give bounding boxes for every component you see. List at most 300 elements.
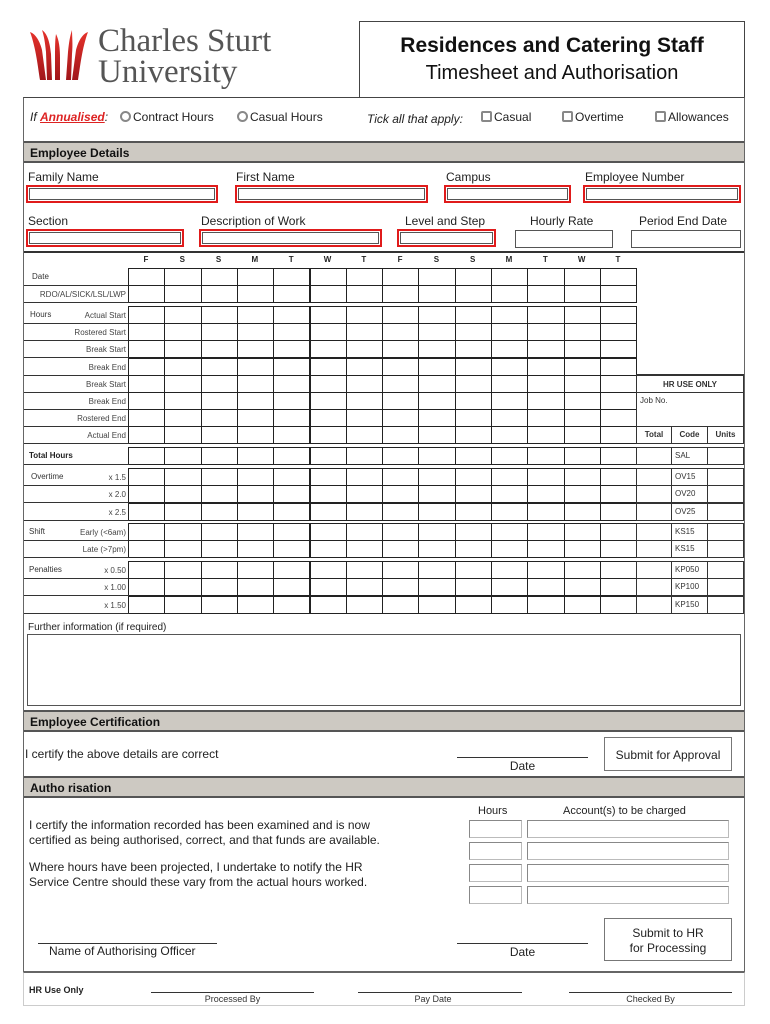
time-entry-cell[interactable] — [527, 561, 564, 579]
time-entry-cell[interactable] — [201, 409, 238, 427]
time-entry-cell[interactable] — [418, 447, 455, 465]
time-entry-cell[interactable] — [455, 409, 492, 427]
time-entry-cell[interactable] — [201, 375, 238, 393]
time-entry-cell[interactable] — [455, 323, 492, 341]
time-entry-cell[interactable] — [491, 323, 528, 341]
time-entry-cell[interactable] — [527, 523, 564, 541]
time-entry-cell[interactable] — [418, 392, 455, 410]
time-entry-cell[interactable] — [382, 285, 419, 303]
time-entry-cell[interactable] — [600, 375, 637, 393]
time-entry-cell[interactable] — [128, 561, 165, 579]
time-entry-cell[interactable] — [346, 503, 383, 521]
hr-units-cell[interactable] — [707, 468, 744, 486]
time-entry-cell[interactable] — [455, 375, 492, 393]
job-number-field[interactable]: Job No. — [636, 392, 744, 427]
time-entry-cell[interactable] — [491, 392, 528, 410]
auth-hours-input[interactable] — [469, 864, 522, 882]
section-input[interactable] — [26, 229, 184, 247]
time-entry-cell[interactable] — [418, 375, 455, 393]
time-entry-cell[interactable] — [600, 285, 637, 303]
time-entry-cell[interactable] — [527, 285, 564, 303]
time-entry-cell[interactable] — [310, 306, 347, 324]
submit-for-approval-button[interactable]: Submit for Approval — [604, 737, 732, 771]
time-entry-cell[interactable] — [418, 561, 455, 579]
time-entry-cell[interactable] — [491, 561, 528, 579]
time-entry-cell[interactable] — [273, 468, 310, 486]
time-entry-cell[interactable] — [600, 485, 637, 503]
time-entry-cell[interactable] — [346, 285, 383, 303]
time-entry-cell[interactable] — [164, 358, 201, 376]
time-entry-cell[interactable] — [600, 268, 637, 286]
first-name-input[interactable] — [235, 185, 428, 203]
time-entry-cell[interactable] — [491, 358, 528, 376]
time-entry-cell[interactable] — [564, 468, 601, 486]
time-entry-cell[interactable] — [164, 561, 201, 579]
hr-total-cell[interactable] — [636, 485, 672, 503]
time-entry-cell[interactable] — [600, 561, 637, 579]
time-entry-cell[interactable] — [455, 285, 492, 303]
allowances-checkbox[interactable]: Allowances — [655, 110, 729, 124]
time-entry-cell[interactable] — [491, 447, 528, 465]
time-entry-cell[interactable] — [237, 392, 274, 410]
time-entry-cell[interactable] — [455, 540, 492, 558]
time-entry-cell[interactable] — [164, 426, 201, 444]
time-entry-cell[interactable] — [310, 426, 347, 444]
time-entry-cell[interactable] — [346, 426, 383, 444]
time-entry-cell[interactable] — [527, 468, 564, 486]
time-entry-cell[interactable] — [201, 540, 238, 558]
hr-units-cell[interactable] — [707, 447, 744, 465]
time-entry-cell[interactable] — [237, 540, 274, 558]
time-entry-cell[interactable] — [418, 426, 455, 444]
time-entry-cell[interactable] — [346, 409, 383, 427]
hr-total-cell[interactable] — [636, 447, 672, 465]
time-entry-cell[interactable] — [164, 485, 201, 503]
time-entry-cell[interactable] — [600, 523, 637, 541]
time-entry-cell[interactable] — [201, 358, 238, 376]
time-entry-cell[interactable] — [164, 392, 201, 410]
time-entry-cell[interactable] — [164, 306, 201, 324]
time-entry-cell[interactable] — [237, 561, 274, 579]
employee-number-input[interactable] — [583, 185, 741, 203]
time-entry-cell[interactable] — [382, 561, 419, 579]
time-entry-cell[interactable] — [346, 468, 383, 486]
time-entry-cell[interactable] — [310, 392, 347, 410]
time-entry-cell[interactable] — [527, 485, 564, 503]
time-entry-cell[interactable] — [418, 523, 455, 541]
time-entry-cell[interactable] — [491, 468, 528, 486]
time-entry-cell[interactable] — [346, 268, 383, 286]
processed-by-line[interactable] — [151, 992, 314, 993]
time-entry-cell[interactable] — [273, 306, 310, 324]
time-entry-cell[interactable] — [201, 268, 238, 286]
time-entry-cell[interactable] — [382, 268, 419, 286]
time-entry-cell[interactable] — [564, 358, 601, 376]
time-entry-cell[interactable] — [201, 426, 238, 444]
time-entry-cell[interactable] — [600, 596, 637, 614]
time-entry-cell[interactable] — [346, 358, 383, 376]
time-entry-cell[interactable] — [310, 485, 347, 503]
time-entry-cell[interactable] — [491, 285, 528, 303]
time-entry-cell[interactable] — [310, 323, 347, 341]
time-entry-cell[interactable] — [382, 358, 419, 376]
time-entry-cell[interactable] — [418, 540, 455, 558]
further-info-textarea[interactable] — [27, 634, 741, 706]
time-entry-cell[interactable] — [455, 426, 492, 444]
time-entry-cell[interactable] — [382, 596, 419, 614]
time-entry-cell[interactable] — [346, 323, 383, 341]
time-entry-cell[interactable] — [382, 375, 419, 393]
time-entry-cell[interactable] — [128, 358, 165, 376]
overtime-checkbox[interactable]: Overtime — [562, 110, 624, 124]
time-entry-cell[interactable] — [382, 523, 419, 541]
hr-total-cell[interactable] — [636, 468, 672, 486]
hr-total-cell[interactable] — [636, 561, 672, 579]
time-entry-cell[interactable] — [164, 596, 201, 614]
time-entry-cell[interactable] — [564, 375, 601, 393]
time-entry-cell[interactable] — [382, 409, 419, 427]
time-entry-cell[interactable] — [564, 596, 601, 614]
time-entry-cell[interactable] — [201, 578, 238, 596]
time-entry-cell[interactable] — [164, 503, 201, 521]
time-entry-cell[interactable] — [310, 340, 347, 358]
time-entry-cell[interactable] — [310, 596, 347, 614]
time-entry-cell[interactable] — [491, 503, 528, 521]
family-name-input[interactable] — [26, 185, 218, 203]
time-entry-cell[interactable] — [128, 540, 165, 558]
hr-units-cell[interactable] — [707, 503, 744, 521]
time-entry-cell[interactable] — [128, 596, 165, 614]
time-entry-cell[interactable] — [237, 523, 274, 541]
time-entry-cell[interactable] — [237, 468, 274, 486]
time-entry-cell[interactable] — [600, 323, 637, 341]
time-entry-cell[interactable] — [455, 447, 492, 465]
level-and-step-input[interactable] — [397, 229, 496, 247]
time-entry-cell[interactable] — [164, 285, 201, 303]
contract-hours-radio[interactable]: Contract Hours — [120, 110, 214, 124]
time-entry-cell[interactable] — [455, 578, 492, 596]
time-entry-cell[interactable] — [164, 523, 201, 541]
time-entry-cell[interactable] — [164, 375, 201, 393]
time-entry-cell[interactable] — [382, 323, 419, 341]
time-entry-cell[interactable] — [273, 578, 310, 596]
time-entry-cell[interactable] — [600, 503, 637, 521]
time-entry-cell[interactable] — [128, 306, 165, 324]
time-entry-cell[interactable] — [237, 340, 274, 358]
time-entry-cell[interactable] — [237, 485, 274, 503]
hr-units-cell[interactable] — [707, 561, 744, 579]
time-entry-cell[interactable] — [273, 426, 310, 444]
time-entry-cell[interactable] — [128, 578, 165, 596]
time-entry-cell[interactable] — [455, 392, 492, 410]
time-entry-cell[interactable] — [382, 447, 419, 465]
time-entry-cell[interactable] — [418, 409, 455, 427]
time-entry-cell[interactable] — [418, 340, 455, 358]
time-entry-cell[interactable] — [382, 485, 419, 503]
time-entry-cell[interactable] — [310, 523, 347, 541]
time-entry-cell[interactable] — [346, 375, 383, 393]
hr-total-cell[interactable] — [636, 503, 672, 521]
time-entry-cell[interactable] — [564, 485, 601, 503]
time-entry-cell[interactable] — [346, 540, 383, 558]
time-entry-cell[interactable] — [455, 468, 492, 486]
time-entry-cell[interactable] — [491, 268, 528, 286]
time-entry-cell[interactable] — [455, 358, 492, 376]
time-entry-cell[interactable] — [237, 375, 274, 393]
time-entry-cell[interactable] — [237, 306, 274, 324]
hr-units-cell[interactable] — [707, 578, 744, 596]
submit-to-hr-button[interactable]: Submit to HR for Processing — [604, 918, 732, 961]
time-entry-cell[interactable] — [600, 409, 637, 427]
time-entry-cell[interactable] — [418, 596, 455, 614]
time-entry-cell[interactable] — [128, 285, 165, 303]
time-entry-cell[interactable] — [418, 503, 455, 521]
time-entry-cell[interactable] — [527, 596, 564, 614]
time-entry-cell[interactable] — [455, 561, 492, 579]
time-entry-cell[interactable] — [564, 392, 601, 410]
time-entry-cell[interactable] — [491, 340, 528, 358]
time-entry-cell[interactable] — [128, 323, 165, 341]
time-entry-cell[interactable] — [128, 485, 165, 503]
time-entry-cell[interactable] — [527, 268, 564, 286]
time-entry-cell[interactable] — [491, 426, 528, 444]
time-entry-cell[interactable] — [164, 340, 201, 358]
time-entry-cell[interactable] — [201, 523, 238, 541]
time-entry-cell[interactable] — [201, 306, 238, 324]
auth-hours-input[interactable] — [469, 842, 522, 860]
time-entry-cell[interactable] — [164, 540, 201, 558]
time-entry-cell[interactable] — [491, 596, 528, 614]
time-entry-cell[interactable] — [600, 540, 637, 558]
time-entry-cell[interactable] — [564, 268, 601, 286]
time-entry-cell[interactable] — [564, 306, 601, 324]
time-entry-cell[interactable] — [491, 485, 528, 503]
time-entry-cell[interactable] — [201, 285, 238, 303]
time-entry-cell[interactable] — [418, 578, 455, 596]
time-entry-cell[interactable] — [273, 375, 310, 393]
time-entry-cell[interactable] — [455, 485, 492, 503]
auth-hours-input[interactable] — [469, 820, 522, 838]
pay-date-line[interactable] — [358, 992, 522, 993]
hr-units-cell[interactable] — [707, 540, 744, 558]
time-entry-cell[interactable] — [310, 409, 347, 427]
time-entry-cell[interactable] — [128, 503, 165, 521]
time-entry-cell[interactable] — [237, 323, 274, 341]
hourly-rate-input[interactable] — [515, 230, 613, 248]
time-entry-cell[interactable] — [237, 503, 274, 521]
time-entry-cell[interactable] — [273, 447, 310, 465]
time-entry-cell[interactable] — [310, 358, 347, 376]
time-entry-cell[interactable] — [346, 596, 383, 614]
time-entry-cell[interactable] — [310, 468, 347, 486]
time-entry-cell[interactable] — [128, 268, 165, 286]
time-entry-cell[interactable] — [564, 426, 601, 444]
time-entry-cell[interactable] — [527, 323, 564, 341]
hr-total-cell[interactable] — [636, 523, 672, 541]
time-entry-cell[interactable] — [527, 340, 564, 358]
time-entry-cell[interactable] — [491, 375, 528, 393]
time-entry-cell[interactable] — [273, 409, 310, 427]
time-entry-cell[interactable] — [273, 523, 310, 541]
time-entry-cell[interactable] — [382, 540, 419, 558]
time-entry-cell[interactable] — [164, 409, 201, 427]
time-entry-cell[interactable] — [527, 375, 564, 393]
auth-hours-input[interactable] — [469, 886, 522, 904]
time-entry-cell[interactable] — [600, 578, 637, 596]
time-entry-cell[interactable] — [310, 561, 347, 579]
time-entry-cell[interactable] — [455, 503, 492, 521]
casual-hours-radio[interactable]: Casual Hours — [237, 110, 323, 124]
account-charged-input[interactable] — [527, 864, 729, 882]
hr-units-cell[interactable] — [707, 523, 744, 541]
hr-total-cell[interactable] — [636, 596, 672, 614]
time-entry-cell[interactable] — [237, 358, 274, 376]
time-entry-cell[interactable] — [600, 468, 637, 486]
hr-units-cell[interactable] — [707, 485, 744, 503]
time-entry-cell[interactable] — [491, 578, 528, 596]
time-entry-cell[interactable] — [310, 540, 347, 558]
time-entry-cell[interactable] — [237, 596, 274, 614]
time-entry-cell[interactable] — [527, 540, 564, 558]
time-entry-cell[interactable] — [382, 468, 419, 486]
hr-units-cell[interactable] — [707, 596, 744, 614]
time-entry-cell[interactable] — [310, 578, 347, 596]
time-entry-cell[interactable] — [418, 485, 455, 503]
time-entry-cell[interactable] — [346, 392, 383, 410]
time-entry-cell[interactable] — [346, 485, 383, 503]
time-entry-cell[interactable] — [527, 306, 564, 324]
time-entry-cell[interactable] — [346, 340, 383, 358]
time-entry-cell[interactable] — [128, 375, 165, 393]
time-entry-cell[interactable] — [273, 340, 310, 358]
time-entry-cell[interactable] — [201, 323, 238, 341]
time-entry-cell[interactable] — [310, 268, 347, 286]
time-entry-cell[interactable] — [346, 561, 383, 579]
description-of-work-input[interactable] — [199, 229, 382, 247]
time-entry-cell[interactable] — [491, 409, 528, 427]
time-entry-cell[interactable] — [346, 578, 383, 596]
time-entry-cell[interactable] — [310, 285, 347, 303]
time-entry-cell[interactable] — [128, 523, 165, 541]
time-entry-cell[interactable] — [201, 340, 238, 358]
time-entry-cell[interactable] — [237, 447, 274, 465]
time-entry-cell[interactable] — [273, 323, 310, 341]
time-entry-cell[interactable] — [527, 503, 564, 521]
time-entry-cell[interactable] — [418, 323, 455, 341]
time-entry-cell[interactable] — [564, 540, 601, 558]
time-entry-cell[interactable] — [237, 578, 274, 596]
time-entry-cell[interactable] — [418, 358, 455, 376]
time-entry-cell[interactable] — [128, 392, 165, 410]
account-charged-input[interactable] — [527, 886, 729, 904]
account-charged-input[interactable] — [527, 820, 729, 838]
time-entry-cell[interactable] — [600, 447, 637, 465]
time-entry-cell[interactable] — [201, 447, 238, 465]
time-entry-cell[interactable] — [201, 468, 238, 486]
time-entry-cell[interactable] — [564, 285, 601, 303]
time-entry-cell[interactable] — [128, 468, 165, 486]
time-entry-cell[interactable] — [164, 468, 201, 486]
time-entry-cell[interactable] — [527, 447, 564, 465]
time-entry-cell[interactable] — [600, 340, 637, 358]
time-entry-cell[interactable] — [128, 447, 165, 465]
time-entry-cell[interactable] — [310, 503, 347, 521]
time-entry-cell[interactable] — [201, 485, 238, 503]
time-entry-cell[interactable] — [564, 523, 601, 541]
time-entry-cell[interactable] — [600, 358, 637, 376]
time-entry-cell[interactable] — [273, 485, 310, 503]
time-entry-cell[interactable] — [564, 503, 601, 521]
time-entry-cell[interactable] — [273, 358, 310, 376]
time-entry-cell[interactable] — [382, 306, 419, 324]
time-entry-cell[interactable] — [455, 596, 492, 614]
time-entry-cell[interactable] — [382, 426, 419, 444]
time-entry-cell[interactable] — [564, 340, 601, 358]
time-entry-cell[interactable] — [273, 503, 310, 521]
time-entry-cell[interactable] — [237, 409, 274, 427]
time-entry-cell[interactable] — [527, 578, 564, 596]
time-entry-cell[interactable] — [273, 561, 310, 579]
time-entry-cell[interactable] — [418, 268, 455, 286]
certification-date-line[interactable] — [457, 757, 588, 758]
account-charged-input[interactable] — [527, 842, 729, 860]
authorisation-date-line[interactable] — [457, 943, 588, 944]
time-entry-cell[interactable] — [346, 447, 383, 465]
time-entry-cell[interactable] — [237, 426, 274, 444]
period-end-date-input[interactable] — [631, 230, 741, 248]
time-entry-cell[interactable] — [600, 426, 637, 444]
time-entry-cell[interactable] — [164, 323, 201, 341]
time-entry-cell[interactable] — [237, 285, 274, 303]
time-entry-cell[interactable] — [310, 375, 347, 393]
time-entry-cell[interactable] — [418, 285, 455, 303]
time-entry-cell[interactable] — [128, 340, 165, 358]
time-entry-cell[interactable] — [600, 392, 637, 410]
time-entry-cell[interactable] — [564, 561, 601, 579]
time-entry-cell[interactable] — [346, 523, 383, 541]
time-entry-cell[interactable] — [527, 392, 564, 410]
time-entry-cell[interactable] — [201, 561, 238, 579]
time-entry-cell[interactable] — [164, 578, 201, 596]
time-entry-cell[interactable] — [564, 323, 601, 341]
time-entry-cell[interactable] — [455, 268, 492, 286]
time-entry-cell[interactable] — [273, 596, 310, 614]
time-entry-cell[interactable] — [237, 268, 274, 286]
time-entry-cell[interactable] — [346, 306, 383, 324]
time-entry-cell[interactable] — [128, 426, 165, 444]
time-entry-cell[interactable] — [273, 392, 310, 410]
time-entry-cell[interactable] — [564, 409, 601, 427]
time-entry-cell[interactable] — [564, 578, 601, 596]
time-entry-cell[interactable] — [273, 540, 310, 558]
time-entry-cell[interactable] — [455, 340, 492, 358]
time-entry-cell[interactable] — [201, 503, 238, 521]
casual-checkbox[interactable]: Casual — [481, 110, 531, 124]
time-entry-cell[interactable] — [455, 306, 492, 324]
time-entry-cell[interactable] — [382, 503, 419, 521]
time-entry-cell[interactable] — [201, 596, 238, 614]
time-entry-cell[interactable] — [527, 358, 564, 376]
time-entry-cell[interactable] — [382, 340, 419, 358]
time-entry-cell[interactable] — [600, 306, 637, 324]
time-entry-cell[interactable] — [527, 409, 564, 427]
time-entry-cell[interactable] — [382, 578, 419, 596]
time-entry-cell[interactable] — [273, 268, 310, 286]
time-entry-cell[interactable] — [491, 523, 528, 541]
time-entry-cell[interactable] — [564, 447, 601, 465]
time-entry-cell[interactable] — [382, 392, 419, 410]
time-entry-cell[interactable] — [491, 306, 528, 324]
